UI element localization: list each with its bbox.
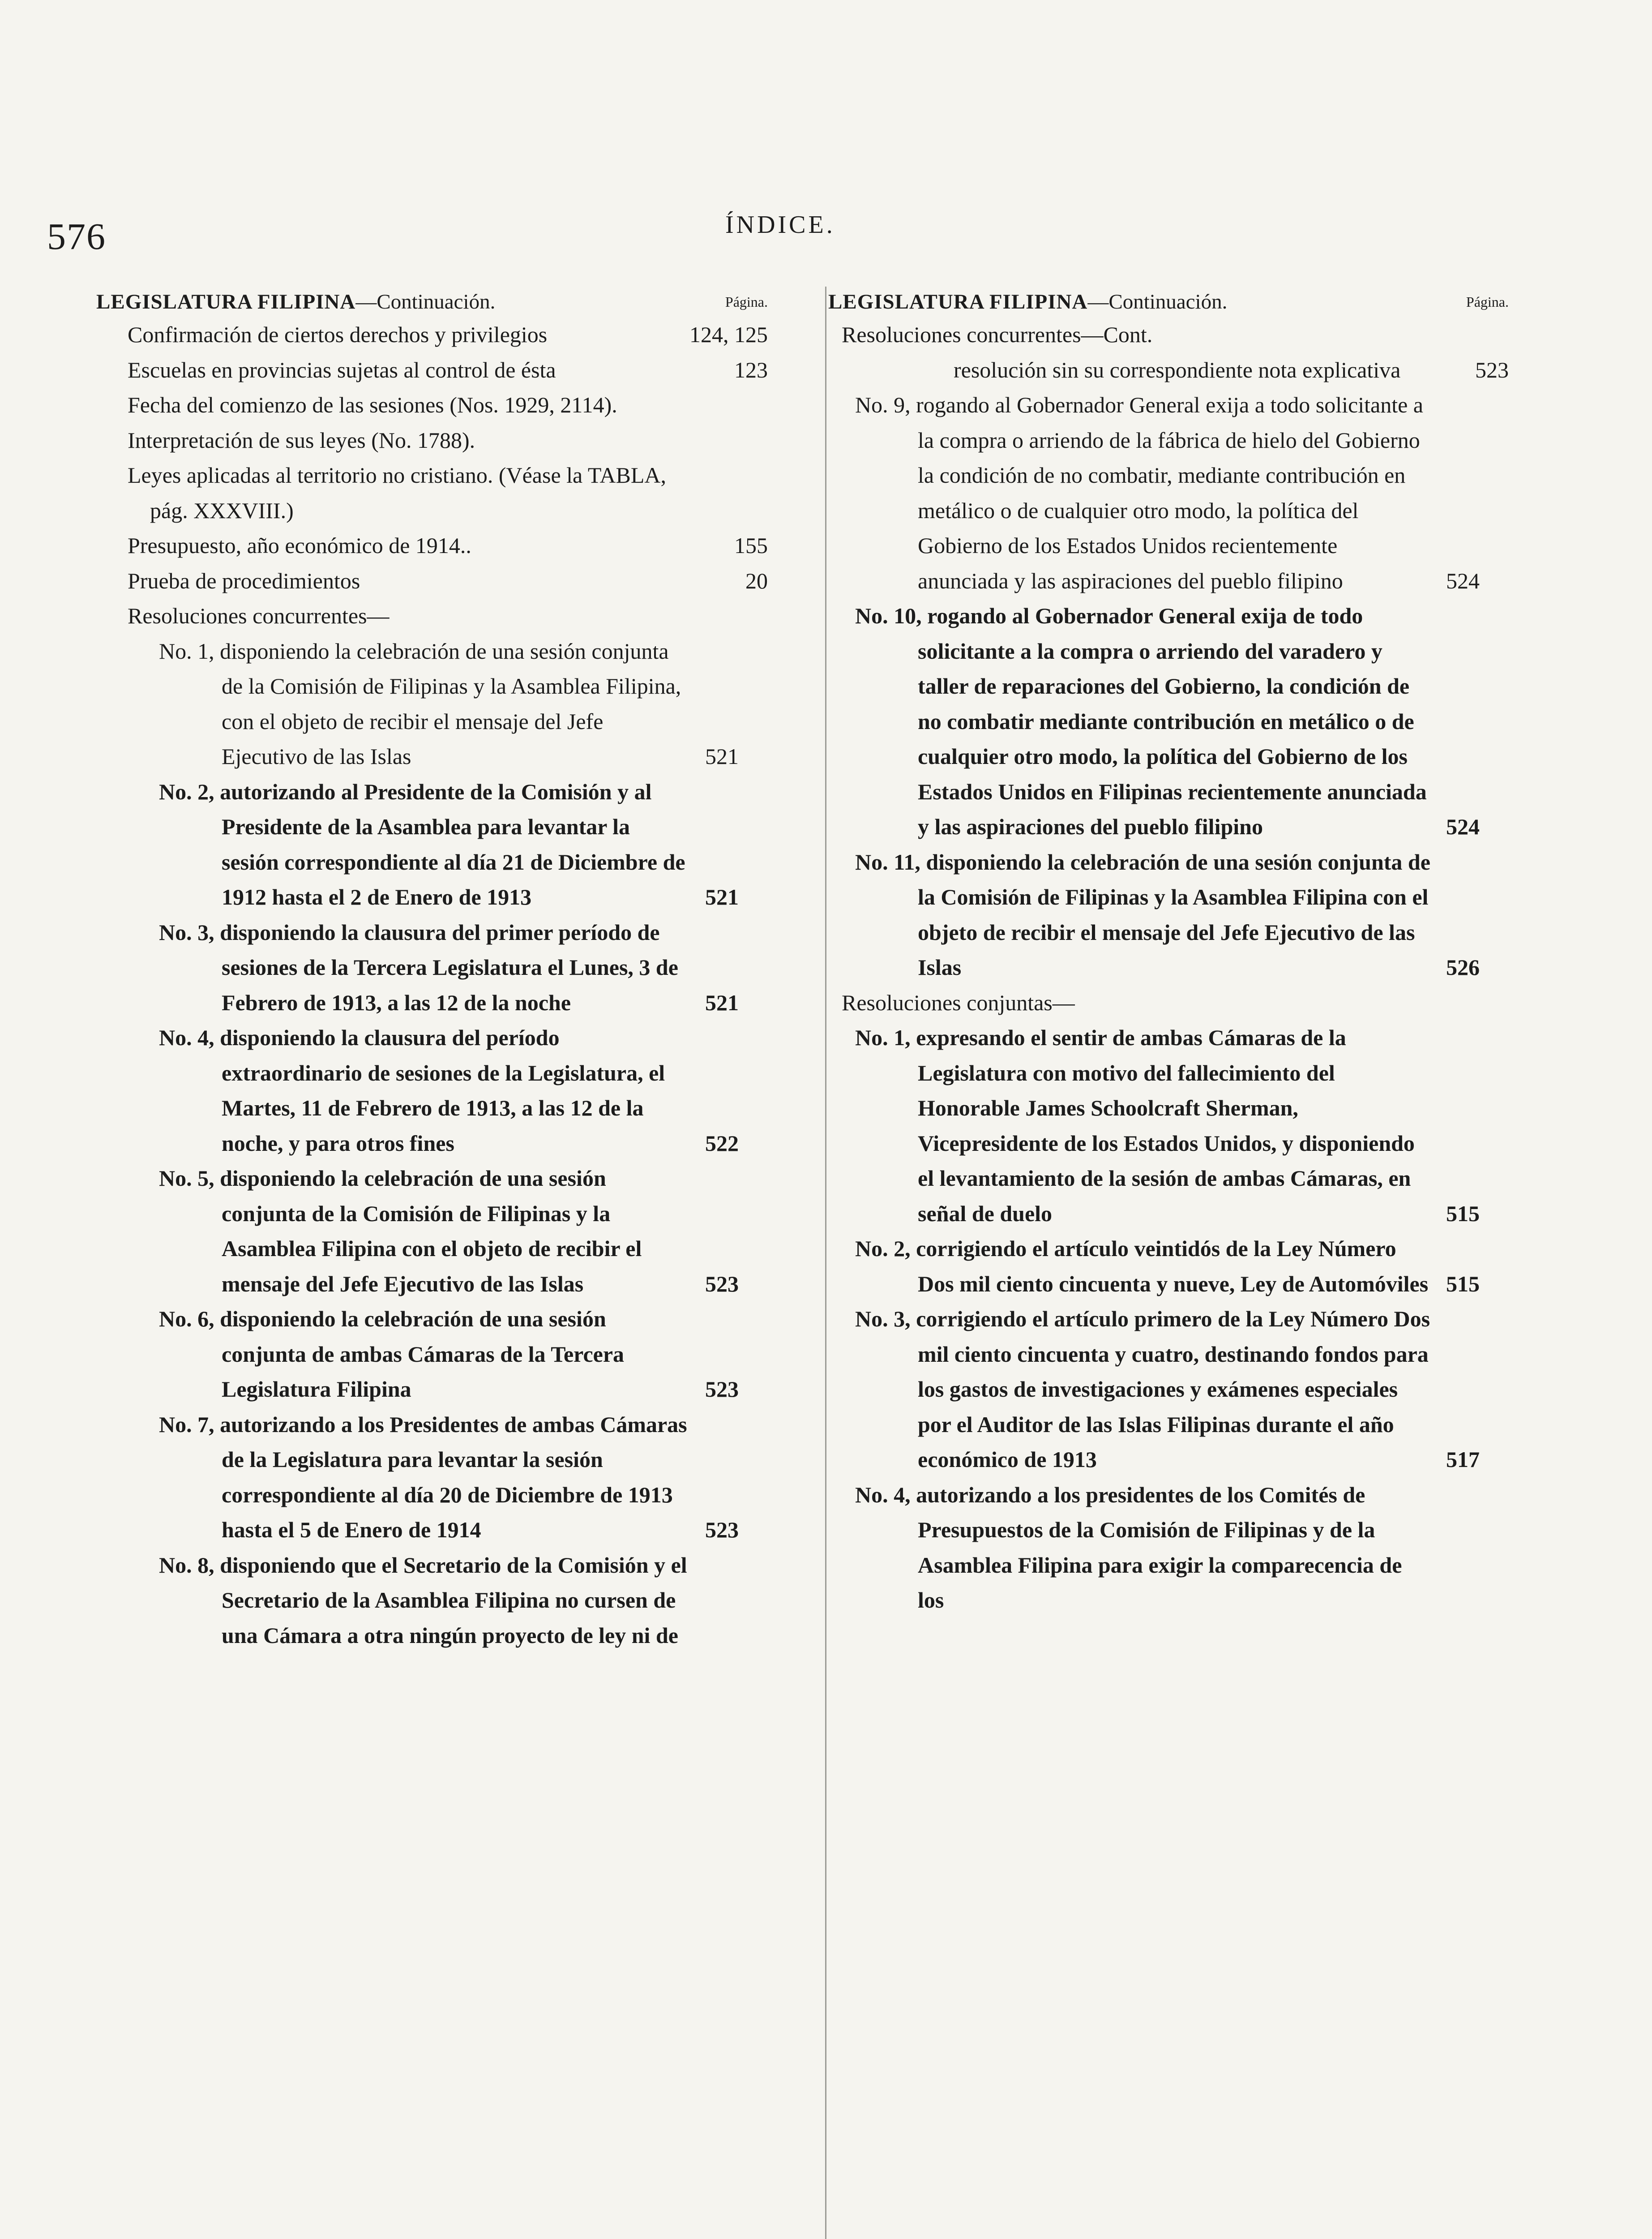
heading-title: LEGISLATURA FILIPINA	[828, 290, 1088, 313]
index-entry	[128, 387, 768, 423]
index-entry	[855, 1477, 1509, 1618]
column-heading	[96, 287, 768, 317]
index-entry: No. 11, disponiendo la celebración de una sesión conjunta de la Comisión de Filipinas y la Asamblea Filipina con el objeto de recibir el mensaje del Jefe Ejecutivo de las Islas 526	[855, 845, 1509, 985]
entry-page: 155	[734, 533, 768, 558]
entry-text: No. 9, rogando al Gobernador General exija a todo solicitante a la compra o arriendo de la fábrica de hielo del Gobierno la condición de no combatir, mediante contribución en metálico o de cualquier otro modo, la política del Gobierno de los Estados Unidos recientemente anunciada y las aspiraciones del pueblo filipino	[855, 392, 1423, 593]
entry-text: No. 4, disponiendo la clausura del período extraordinario de sesiones de la Legislatura, el Martes, 11 de Febrero de 1913, a las 12 de la noche, y para otros fines	[159, 1025, 665, 1156]
entry-text: No. 8, disponiendo que el Secretario de la Comisión y el Secretario de la Asamblea Filipina no cursen de una Cámara a otra ningún proyecto de ley ni de	[159, 1552, 687, 1648]
heading-continuation: —Continuación.	[355, 290, 496, 313]
index-entry: No. 7, autorizando a los Presidentes de ambas Cámaras de la Legislatura para levantar la sesión correspondiente al día 20 de Diciembre de 1913 hasta el 5 de Enero de 1914 523	[159, 1407, 768, 1548]
entry-page: 523	[1475, 357, 1509, 382]
index-entry	[128, 458, 768, 528]
index-entry: Prueba de procedimientos 20	[128, 563, 768, 599]
index-entry: No. 10, rogando al Gobernador General exija de todo solicitante a la compra o arriendo del varadero y taller de reparaciones del Gobierno, la condición de no combatir mediante contribución en metálico o de cualquier otro modo, la política del Gobierno de los Estados Unidos en Filipinas recientemente anunciada y las aspiraciones del pueblo filipino 524	[855, 598, 1509, 845]
index-entry: No. 2, corrigiendo el artículo veintidós de la Ley Número Dos mil ciento cincuenta y nueve, Ley de Automóviles 515	[855, 1231, 1509, 1301]
entry-text: resolución sin su correspondiente nota explicativa	[954, 357, 1401, 382]
entry-text: No. 6, disponiendo la celebración de una sesión conjunta de ambas Cámaras de la Tercera Legislatura Filipina	[159, 1306, 625, 1402]
entry-text: No. 4, autorizando a los presidentes de los Comités de Presupuestos de la Comisión de Filipinas y de la Asamblea Filipina para exigir la comparecencia de los	[855, 1482, 1402, 1613]
left-column	[96, 287, 768, 1653]
entry-text: Prueba de procedimientos	[128, 568, 360, 593]
entry-text: No. 2, autorizando al Presidente de la Comisión y al Presidente de la Asamblea para levantar la sesión correspondiente al día 21 de Diciembre de 1912 hasta el 2 de Enero de 1913	[159, 779, 685, 909]
entry-text: Interpretación de sus leyes (No. 1788).	[128, 427, 475, 453]
right-column	[828, 287, 1509, 1618]
index-entry: No. 5, disponiendo la celebración de una sesión conjunta de la Comisión de Filipinas y la Asamblea Filipina con el objeto de recibir el mensaje del Jefe Ejecutivo de las Islas 523	[159, 1161, 768, 1301]
subheading: Resoluciones concurrentes—	[128, 603, 389, 628]
index-entry: No. 1, disponiendo la celebración de una sesión conjunta de la Comisión de Filipinas y la Asamblea Filipina, con el objeto de recibir el mensaje del Jefe Ejecutivo de las Islas 521	[159, 634, 768, 774]
index-entry	[128, 317, 768, 352]
entry-text: No. 7, autorizando a los Presidentes de ambas Cámaras de la Legislatura para levantar la sesión correspondiente al día 20 de Diciembre de 1913 hasta el 5 de Enero de 1914	[159, 1411, 687, 1542]
entry-text: Leyes aplicadas al territorio no cristiano. (Véase la TABLA, pág. XXXVIII.)	[128, 463, 666, 523]
entry-text: No. 1, expresando el sentir de ambas Cámaras de la Legislatura con motivo del fallecimiento del Honorable James Schoolcraft Sherman, Vicepresidente de los Estados Unidos, y disponiendo el levantamiento de la sesión de ambas Cámaras, en señal de duelo	[855, 1025, 1415, 1226]
index-entry	[159, 1548, 768, 1653]
entry-text: No. 11, disponiendo la celebración de una sesión conjunta de la Comisión de Filipinas y la Asamblea Filipina con el objeto de recibir el mensaje del Jefe Ejecutivo de las Islas	[855, 849, 1430, 980]
index-entry	[128, 423, 768, 458]
index-entry: No. 4, disponiendo la clausura del período extraordinario de sesiones de la Legislatura, el Martes, 11 de Febrero de 1913, a las 12 de la noche, y para otros fines 522	[159, 1020, 768, 1161]
index-entry: No. 6, disponiendo la celebración de una sesión conjunta de ambas Cámaras de la Tercera Legislatura Filipina 523	[159, 1301, 768, 1407]
index-entry	[128, 352, 768, 388]
index-entry: No. 1, expresando el sentir de ambas Cámaras de la Legislatura con motivo del fallecimiento del Honorable James Schoolcraft Sherman, Vicepresidente de los Estados Unidos, y disponiendo el levantamiento de la sesión de ambas Cámaras, en señal de duelo 515	[855, 1020, 1509, 1231]
index-entry: No. 3, disponiendo la clausura del primer período de sesiones de la Tercera Legislatura el Lunes, 3 de Febrero de 1913, a las 12 de la noche 521	[159, 915, 768, 1021]
page-number: 576	[47, 216, 106, 257]
entry-text: No. 5, disponiendo la celebración de una sesión conjunta de la Comisión de Filipinas y la Asamblea Filipina con el objeto de recibir el mensaje del Jefe Ejecutivo de las Islas	[159, 1166, 642, 1296]
entry-page: 123	[734, 357, 768, 382]
heading-title: LEGISLATURA FILIPINA	[96, 290, 356, 313]
entry-text: No. 1, disponiendo la celebración de una sesión conjunta de la Comisión de Filipinas y la Asamblea Filipina, con el objeto de recibir el mensaje del Jefe Ejecutivo de las Islas	[159, 638, 681, 769]
index-entry	[855, 352, 1509, 388]
entry-text: No. 2, corrigiendo el artículo veintidós de la Ley Número Dos mil ciento cincuenta y nueve, Ley de Automóviles	[855, 1236, 1429, 1296]
entry-text: Confirmación de ciertos derechos y privilegios	[128, 322, 548, 347]
index-entry	[128, 528, 768, 563]
entry-text: No. 3, corrigiendo el artículo primero de la Ley Número Dos mil ciento cincuenta y cuatro, destinando fondos para los gastos de investigaciones y exámenes especiales por el Auditor de las Islas Filipinas durante el año económico de 1913	[855, 1306, 1430, 1472]
entry-text: Fecha del comienzo de las sesiones (Nos. 1929, 2114).	[128, 392, 617, 417]
column-divider	[825, 287, 826, 2239]
pagina-label: Página.	[725, 294, 768, 310]
entry-page: 124, 125	[689, 322, 768, 347]
heading-continuation: —Continuación.	[1087, 290, 1228, 313]
index-entry: No. 2, autorizando al Presidente de la Comisión y al Presidente de la Asamblea para levantar la sesión correspondiente al día 21 de Diciembre de 1912 hasta el 2 de Enero de 1913 521	[159, 774, 768, 915]
column-heading	[828, 287, 1509, 317]
pagina-label: Página.	[1466, 294, 1509, 310]
index-entry: No. 3, corrigiendo el artículo primero de la Ley Número Dos mil ciento cincuenta y cuatro, destinando fondos para los gastos de investigaciones y exámenes especiales por el Auditor de las Islas Filipinas durante el año económico de 1913 517	[855, 1301, 1509, 1477]
entry-text: No. 3, disponiendo la clausura del primer período de sesiones de la Tercera Legislatura el Lunes, 3 de Febrero de 1913, a las 12 de la noche	[159, 919, 678, 1015]
entry-text: No. 10, rogando al Gobernador General exija de todo solicitante a la compra o arriendo del varadero y taller de reparaciones del Gobierno, la condición de no combatir mediante contribución en metálico o de cualquier otro modo, la política del Gobierno de los Estados Unidos en Filipinas recientemente anunciada y las aspiraciones del pueblo filipino	[855, 603, 1427, 839]
running-head: ÍNDICE.	[725, 211, 835, 239]
entry-text: Escuelas en provincias sujetas al control de ésta	[128, 357, 556, 382]
entry-text: Presupuesto, año económico de 1914..	[128, 533, 471, 558]
index-entry: No. 9, rogando al Gobernador General exija a todo solicitante a la compra o arriendo de la fábrica de hielo del Gobierno la condición de no combatir, mediante contribución en metálico o de cualquier otro modo, la política del Gobierno de los Estados Unidos recientemente anunciada y las aspiraciones del pueblo filipino 524	[855, 387, 1509, 598]
subheading: Resoluciones conjuntas—	[842, 990, 1075, 1015]
subheading: Resoluciones concurrentes—Cont.	[842, 322, 1153, 347]
